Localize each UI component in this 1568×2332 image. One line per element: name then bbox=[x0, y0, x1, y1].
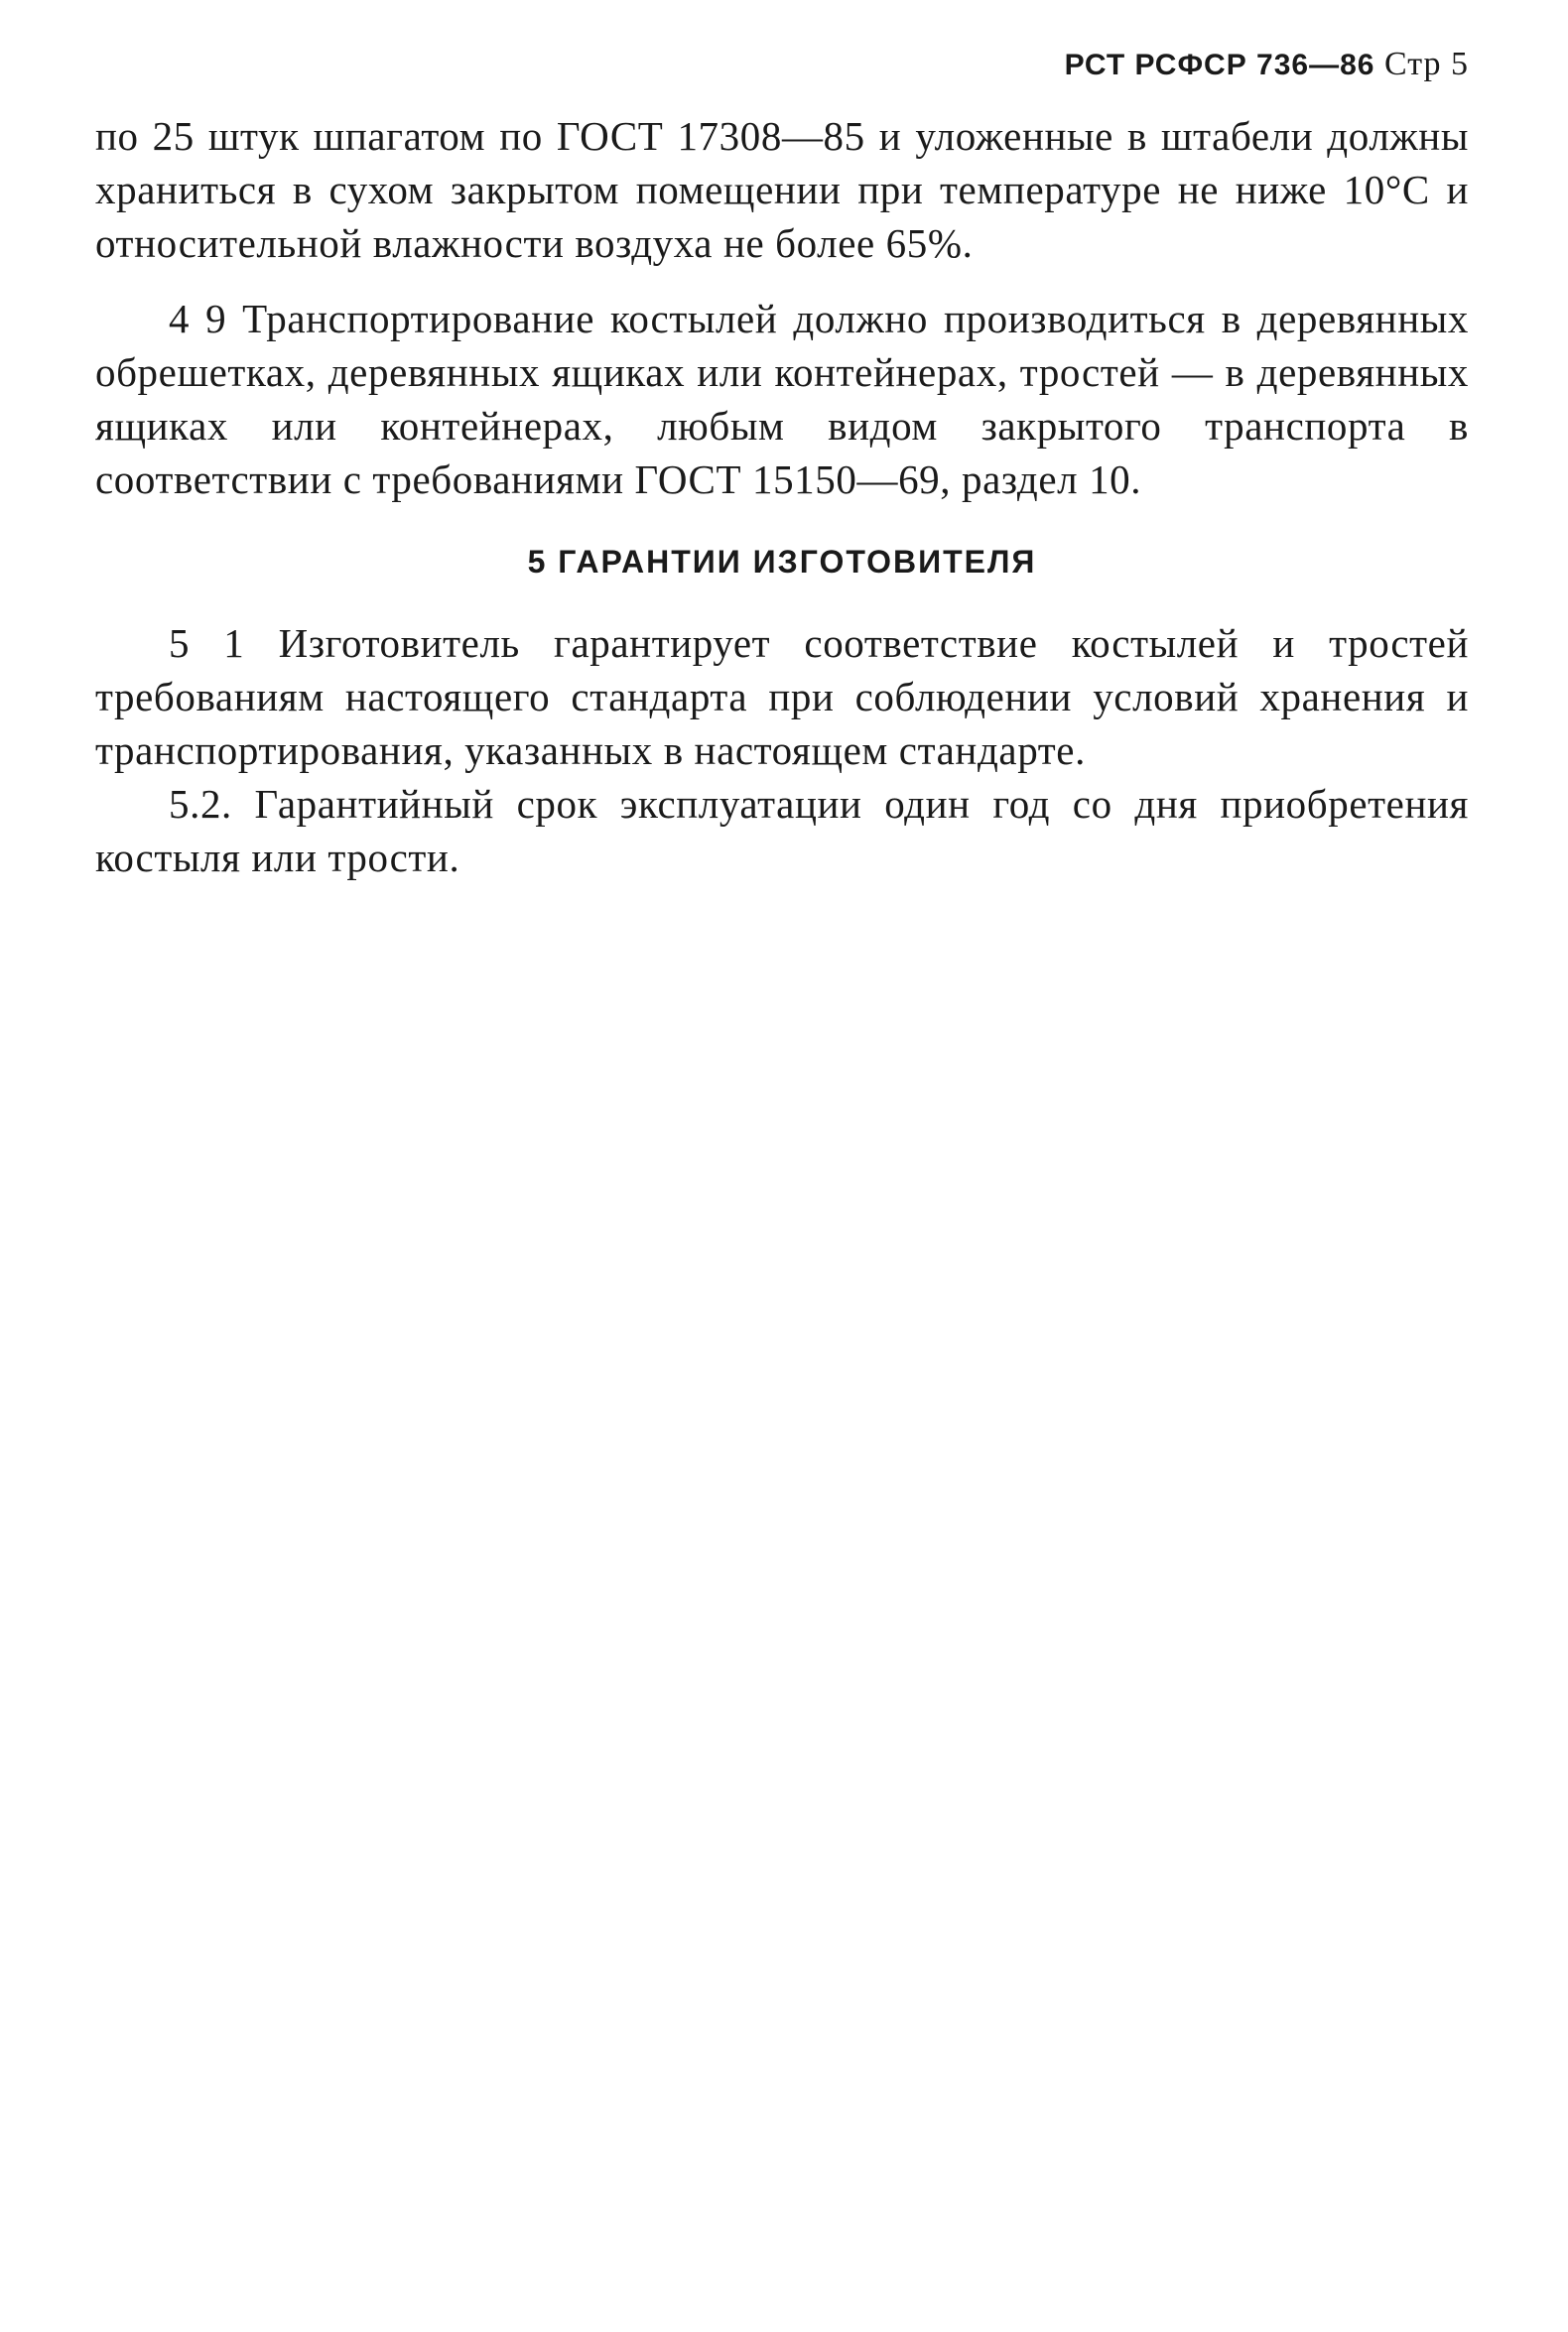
running-header bbox=[1065, 46, 1469, 83]
section-title: 5 ГАРАНТИИ ИЗГОТОВИТЕЛЯ bbox=[527, 544, 1037, 580]
body-text bbox=[95, 109, 1469, 884]
page-number: Стр 5 bbox=[1383, 46, 1469, 82]
paragraph-5-1: 5 1 Изготовитель гарантирует соответствие костылей и тростей требованиям настоящего стандарта при соблюдении условий хранения и транспортирования, указанных в настоящем стандарте. bbox=[95, 620, 1469, 773]
standard-designation: РСТ РСФСР 736—86 bbox=[1064, 49, 1375, 81]
paragraph-4-8-continuation: по 25 штук шпагатом по ГОСТ 17308—85 и уложенные в штабели должны храниться в сухом закрытом помещении при температуре не ниже 10°С и относительной влажности воздуха не более 65%. bbox=[95, 113, 1469, 266]
paragraph-5-2: 5.2. Гарантийный срок эксплуатации один год со дня приобретения костыля или трости. bbox=[95, 781, 1469, 880]
paragraph-4-9: 4 9 Транспортирование костылей должно производиться в деревянных обрешетках, деревянных ящиках или контейнерах, тростей — в деревянных ящиках или контейнерах, любым видом закрытого транспорта в соответствии с требованиями ГОСТ 15150—69, раздел 10. bbox=[95, 296, 1469, 502]
